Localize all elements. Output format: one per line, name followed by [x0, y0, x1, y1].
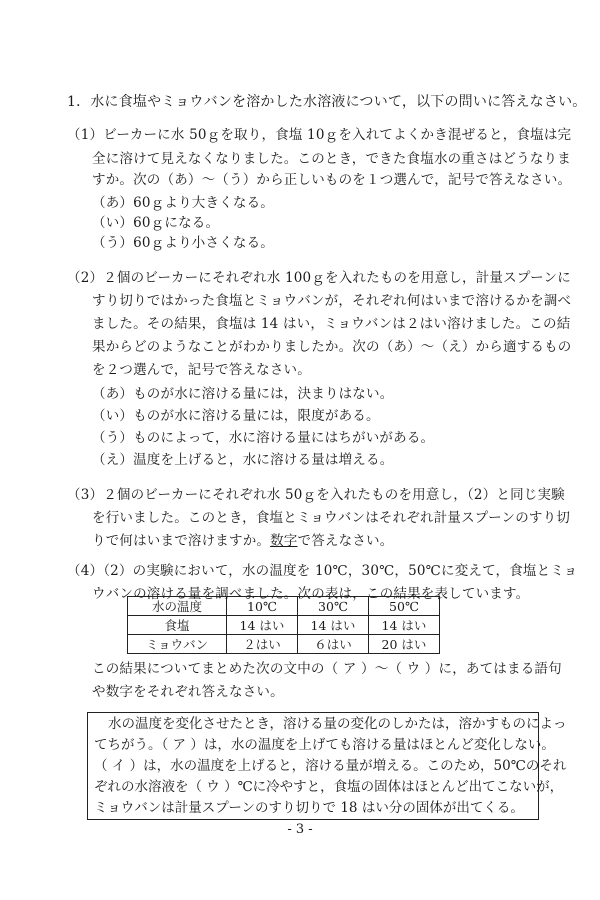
box-line-5: ミョウバンは計量スプーンのすり切りで 18 はい分の固体が出てくる。 [94, 800, 524, 816]
q3-line-3-end: で答えなさい。 [297, 533, 394, 549]
q4-after-line-1: この結果についてまとめた次の文中の（ ア ）～（ ウ ）に，あてはまる語句 [92, 661, 562, 677]
box-line-3: （ イ ）は，水の温度を上げると，溶ける量が増える。このため，50℃のそれ [94, 758, 567, 774]
table-cell: 14 はい [298, 616, 369, 635]
q2-line-5: を２つ選んで，記号で答えなさい。 [92, 362, 311, 378]
table-cell: 14 はい [369, 616, 440, 635]
q2-line-2: すり切りではかった食塩とミョウバンが，それぞれ何はいまで溶けるかを調べ [92, 293, 572, 309]
q1-line-2: 全に溶けて見えなくなりました。このとき，できた食塩水の重さはどうなりま [92, 151, 571, 167]
table-row [128, 616, 440, 635]
q2-option-e: （え）温度を上げると，水に溶ける量は増える。 [92, 452, 394, 468]
results-table [127, 596, 440, 654]
table-cell: ２はい [227, 635, 298, 654]
q2-option-u: （う）ものによって，水に溶ける量にはちがいがある。 [92, 430, 435, 446]
table-cell: 食塩 [128, 616, 227, 635]
table-cell: 20 はい [369, 635, 440, 654]
box-line-1: 水の温度を変化させたとき，溶ける量の変化のしかたは，溶かすものによっ [108, 716, 567, 732]
table-header-row [128, 597, 440, 616]
q1-option-a: （あ）60ｇより大きくなる。 [92, 195, 274, 211]
q1-option-i: （い）60ｇになる。 [92, 215, 220, 231]
box-line-4: ぞれの水溶液を（ ウ ）℃に冷やすと，食塩の固体はほとんど出てこないが， [94, 779, 564, 795]
q3-line-3-text: りで何はいまで溶けますか。 [92, 533, 271, 549]
summary-text-box [87, 712, 567, 820]
q2-line-1: （2）２個のビーカーにそれぞれ水 100ｇを入れたものを用意し，計量スプーンに [67, 270, 571, 286]
table-cell: ６はい [298, 635, 369, 654]
table-cell: 30℃ [298, 597, 369, 616]
table-cell: 14 はい [227, 616, 298, 635]
table-row [128, 635, 440, 654]
q1-option-u: （う）60ｇより小さくなる。 [92, 235, 274, 251]
q1-line-1: （1）ビーカーに水 50ｇを取り，食塩 10ｇを入れてよくかき混ぜると，食塩は完 [67, 127, 572, 143]
table-cell: ミョウバン [128, 635, 227, 654]
q2-line-3: ました。その結果，食塩は 14 はい，ミョウバンは２はい溶けました。この結 [92, 316, 571, 332]
q3-line-2: を行いました。このとき，食塩とミョウバンはそれぞれ計量スプーンのすり切 [92, 510, 571, 526]
q2-line-4: 果からどのようなことがわかりましたか。次の（あ）～（え）から適するもの [92, 339, 572, 355]
table-cell: 水の温度 [128, 597, 227, 616]
q3-line-1: （3）２個のビーカーにそれぞれ水 50ｇを入れたものを用意し，（2）と同じ実験 [67, 487, 565, 503]
q4-after-line-2: や数字をそれぞれ答えなさい。 [92, 684, 284, 700]
main-question: 1．水に食塩やミョウバンを溶かした水溶液について，以下の問いに答えなさい。 [67, 94, 587, 110]
q2-option-i: （い）ものが水に溶ける量には，限度がある。 [92, 408, 380, 424]
box-line-2: てちがう。（ ア ）は，水の温度を上げても溶ける量はほとんど変化しない。 [94, 737, 555, 753]
q3-line-3 [92, 532, 393, 550]
q3-emphasis-number: 数字 [270, 533, 298, 549]
q4-line-1: （4）（2）の実験において，水の温度を 10℃，30℃，50℃に変えて，食塩とミョ [67, 563, 578, 579]
q2-option-a: （あ）ものが水に溶ける量には，決まりはない。 [92, 386, 394, 402]
table-cell: 10℃ [227, 597, 298, 616]
table-cell: 50℃ [369, 597, 440, 616]
q1-line-3: すか。次の（あ）～（う）から正しいものを１つ選んで，記号で答えなさい。 [92, 172, 572, 188]
page-number: - 3 - [287, 822, 313, 837]
q4-line-2: ウバンの溶ける量を調べました。次の表は，この結果を表しています。 [92, 586, 530, 602]
